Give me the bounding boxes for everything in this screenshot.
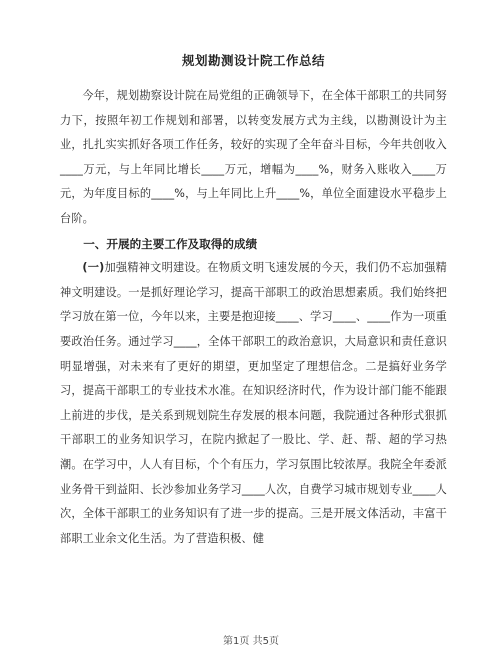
- subsection-text: 加强精神文明建设。在物质文明飞速发展的今天，我们仍不忘加强精神文明建设。一是抓好理论学习，提高干部职工的政治思想素质。我们始终把学习放在第一位，今年以来，主要是抱迎接____、学习____、____作为一项重要政治任务。通过学习____，全体干部职工的政治意识，大局意识和责任意识明显增强，对未来有了更好的期望，更加坚定了理想信念。二是搞好业务学习，提高干部职工的专业技术水准。在知识经济时代，作为设计部门能不能跟上前进的步伐，是关系到规划院生存发展的根本问题，我院通过各种形式狠抓干部职工的业务知识学习，在院内掀起了一股比、学、赶、帮、超的学习热潮。在学习中，人人有目标，个个有压力，学习氛围比较浓厚。我院全年委派业务骨干到益阳、长沙参加业务学习____人次，自费学习城市规划专业____人次，全体干部职工的业务知识有了进一步的提高。三是开展文体活动，丰富干部职工业余文化生活。为了营造积极、健: [60, 261, 447, 545]
- page-footer: 第1页 共5页: [223, 636, 279, 647]
- document-title: 规划勘测设计院工作总结: [181, 53, 325, 68]
- section-heading: 一、开展的主要工作及取得的成绩: [83, 236, 258, 251]
- subsection-number: (一): [82, 261, 105, 275]
- intro-paragraph: 今年，规划勘察设计院在局党组的正确领导下，在全体干部职工的共同努力下，按照年初工作规划和部署，以转变发展方式为主线，以勘测设计为主业，扎扎实实抓好各项工作任务，较好的实现了全年奋斗目标，今年共创收入____万元，与上年同比增长____万元，增幅为____%，财务入账收入____万元，为年度目标的____%，与上年同比上升____%，单位全面建设水平稳步上台阶。: [60, 89, 447, 225]
- subsection-paragraph: [60, 256, 447, 551]
